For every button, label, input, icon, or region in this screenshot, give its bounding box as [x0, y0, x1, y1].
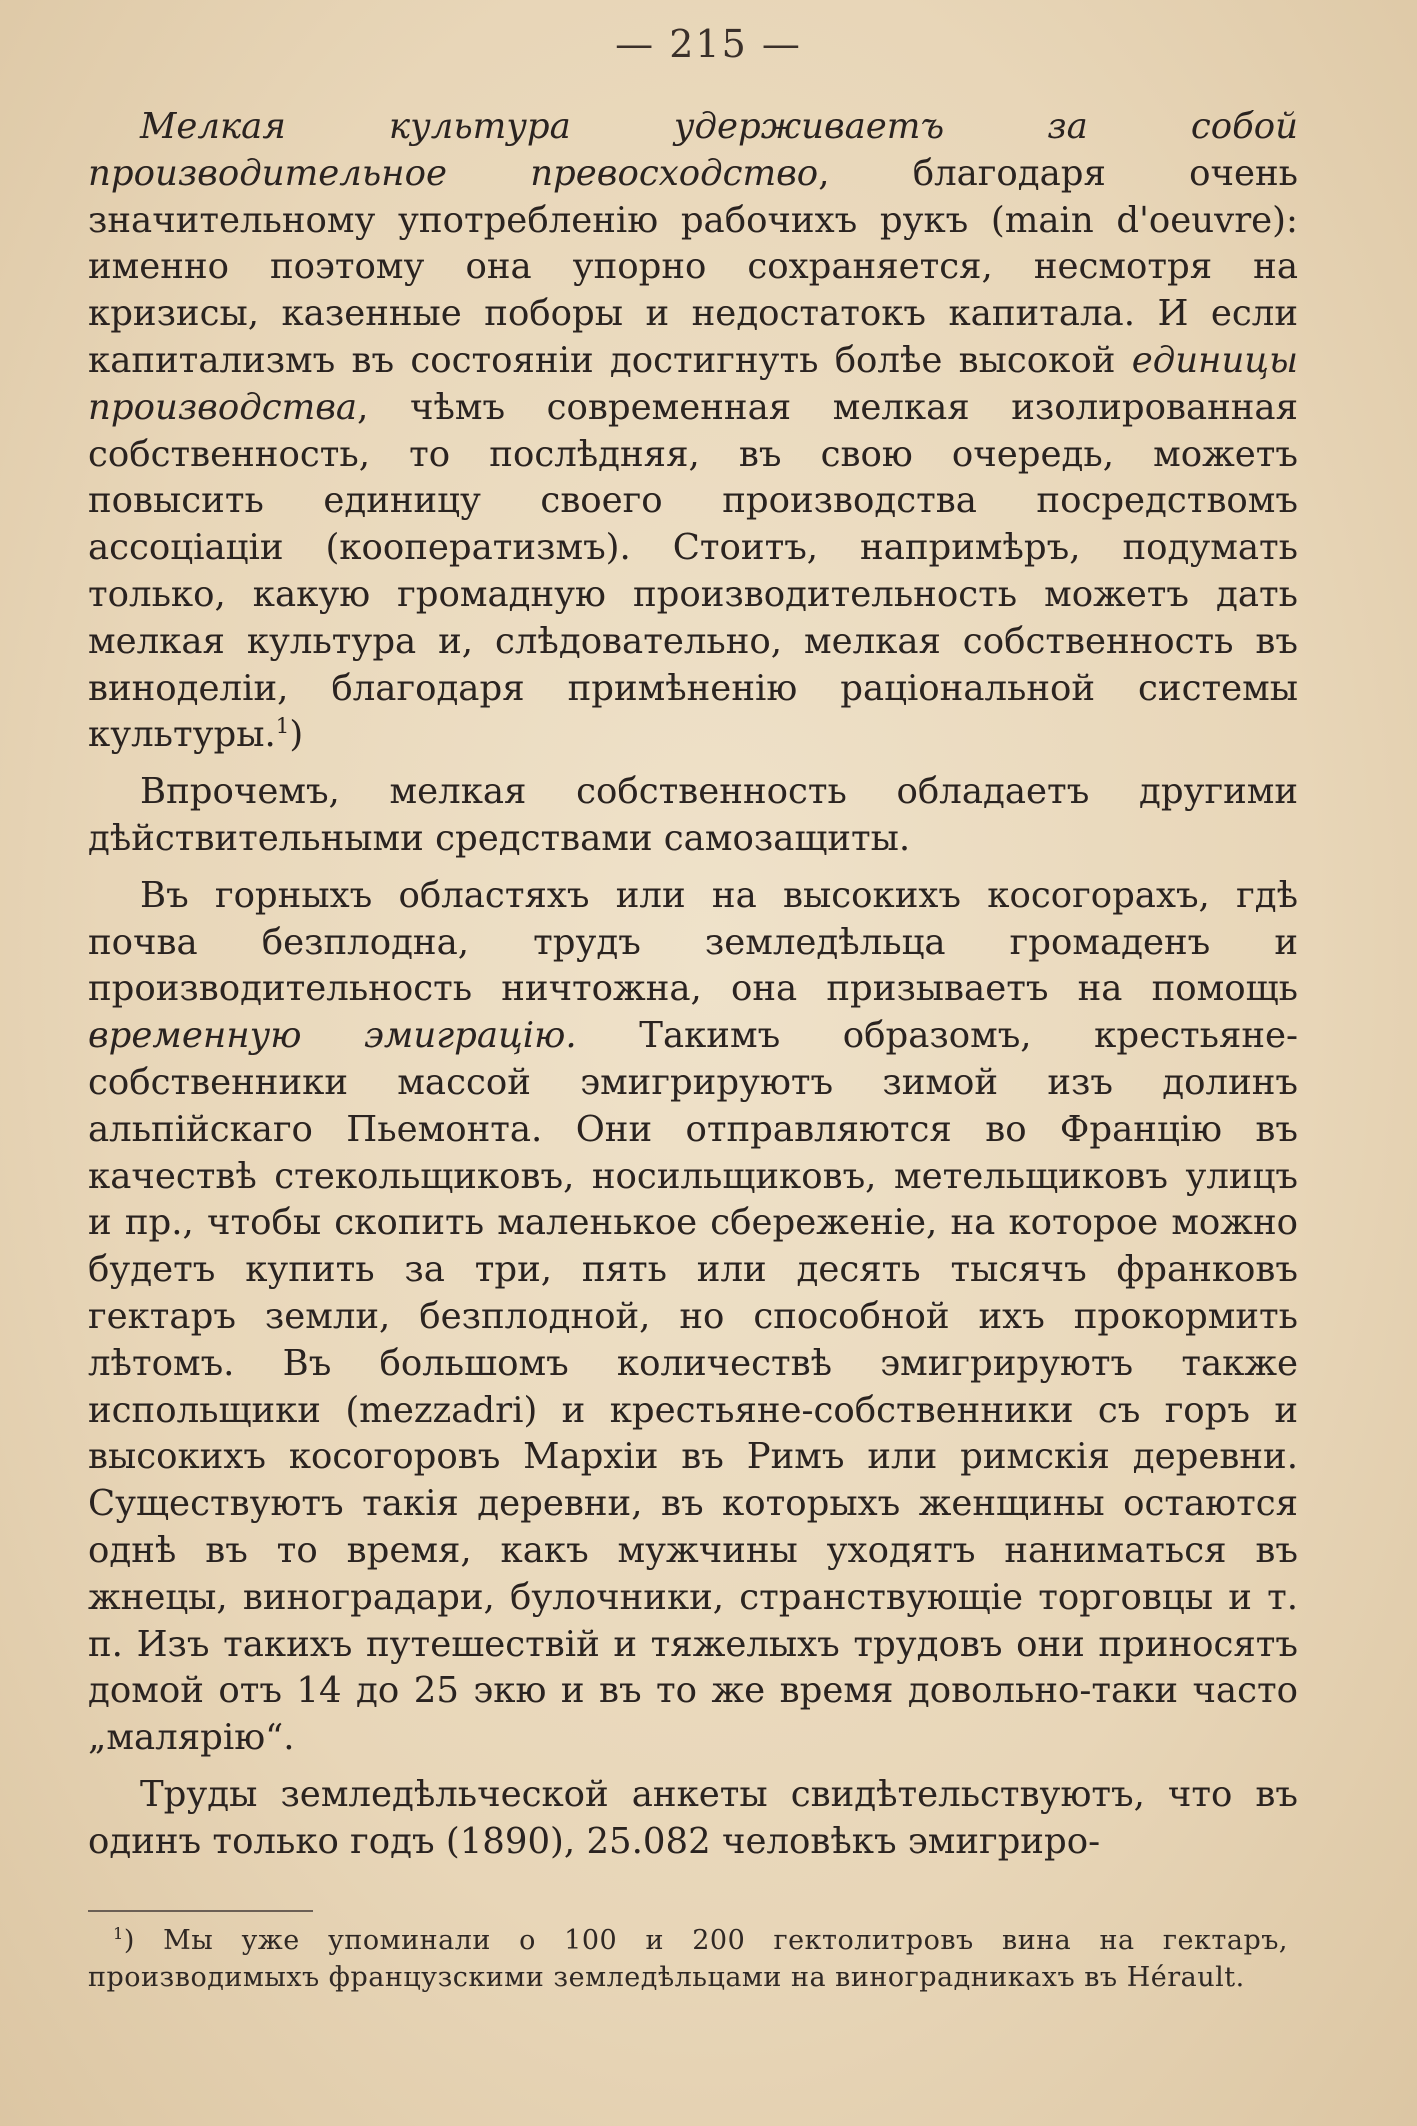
italic-phrase: единицы производства	[88, 339, 1298, 428]
paragraph-text: )	[289, 714, 304, 756]
footnote	[88, 1922, 1288, 1996]
paragraph-text: , чѣмъ современная мелкая изолированная собственность, то послѣдняя, въ свою очередь, можетъ повысить единицу своего производства посредствомъ ассоціаціи (кооператизмъ). Стоитъ, напримѣръ, подумать только, какую громадную производительность можетъ дать мелкая культура и, слѣдовательно, мелкая собственность въ виноделіи, благодаря примѣненію раціональной системы культуры.	[88, 386, 1298, 756]
paragraph-4: Труды земледѣльческой анкеты свидѣтельствуютъ, что въ одинъ только годъ (1890), 25.082 человѣкъ эмигриро-	[88, 1773, 1298, 1862]
footnote-divider	[88, 1910, 313, 1912]
page-number: — 215 —	[615, 22, 802, 66]
footnote-text: ) Мы уже упоминали о 100 и 200 гектолитровъ вина на гектаръ, производимыхъ французскими земледѣльцами на виноградникахъ въ Hérault.	[88, 1925, 1288, 1993]
paragraph-text: Такимъ образомъ, крестьяне-собственники массой эмигрируютъ зимой изъ долинъ альпійскаго Пьемонта. Они отправляются во Францію въ качествѣ стекольщиковъ, носильщиковъ, метельщиковъ улицъ и пр., чтобы скопить маленькое сбереженіе, на которое можно будетъ купить за три, пять или десять тысячъ франковъ гектаръ земли, безплодной, но способной ихъ прокормить лѣтомъ. Въ большомъ количествѣ эмигрируютъ также испольщики (mezzadri) и крестьяне-собственники съ горъ и высокихъ косогоровъ Мархіи въ Римъ или римскія деревни. Существуютъ такія деревни, въ которыхъ женщины остаются однѣ въ то время, какъ мужчины уходятъ наниматься въ жнецы, виноградари, булочники, странствующіе торговцы и т. п. Изъ такихъ путешествій и тяжелыхъ трудовъ они приносятъ домой отъ 14 до 25 экю и въ то же время довольно-таки часто „малярію“.	[88, 1015, 1298, 1759]
italic-phrase: Мелкая культура удерживаетъ за собой производительное превосходство	[88, 106, 1298, 194]
body-text	[88, 104, 1298, 1875]
footnote-marker: 1	[113, 1924, 124, 1943]
paragraph-text: , благодаря очень значительному употребленію рабочихъ рукъ (main d'oeuvre): именно поэтому она упорно сохраняется, несмотря на кризисы, казенные поборы и недостатокъ капитала. И если капитализмъ въ состояніи достигнуть болѣе высокой	[88, 152, 1298, 381]
italic-phrase: временную эмиграцію.	[88, 1015, 577, 1057]
footnote-reference: 1	[275, 714, 290, 740]
paragraph-2: Впрочемъ, мелкая собственность обладаетъ другими дѣйствительными средствами самозащиты.	[88, 771, 1298, 859]
paragraph-text: Въ горныхъ областяхъ или на высокихъ косогорахъ, гдѣ почва безплодна, трудъ земледѣльца громаденъ и производительность ничтожна, она призываетъ на помощь	[88, 874, 1298, 1010]
paragraph-1	[88, 104, 1298, 759]
paragraph-3	[88, 873, 1298, 1762]
